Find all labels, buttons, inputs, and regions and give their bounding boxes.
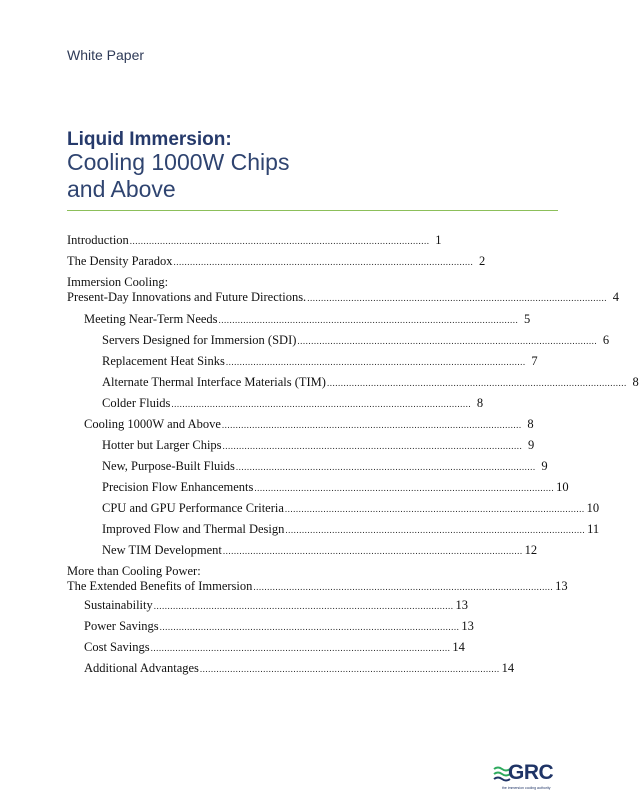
- subtitle-line: Cooling 1000W Chips: [67, 149, 290, 175]
- toc-leader-dots: .............................................................................................................: [285, 525, 586, 535]
- toc-entry[interactable]: [67, 233, 442, 249]
- toc-entry-label: The Extended Benefits of Immersion: [67, 579, 253, 593]
- toc-entry-label: Cooling 1000W and Above: [84, 417, 221, 431]
- toc-entry-label: New TIM Development: [102, 543, 222, 557]
- toc-entry[interactable]: [102, 480, 569, 496]
- toc-entry-label: Colder Fluids: [102, 396, 171, 410]
- toc-entry-label: Servers Designed for Immersion (SDI): [102, 333, 297, 347]
- toc-entry-page: 13: [455, 598, 468, 612]
- toc-entry-page: 8: [632, 375, 639, 389]
- document-type-label: White Paper: [67, 47, 145, 63]
- subtitle-line: and Above: [67, 176, 176, 202]
- toc-leader-dots: .............................................................................................................: [199, 664, 500, 674]
- toc-entry-label: Introduction: [67, 233, 129, 247]
- toc-entry-page: 13: [555, 579, 568, 593]
- toc-leader-dots: .............................................................................................................: [297, 336, 598, 346]
- toc-leader-dots: .............................................................................................................: [171, 399, 472, 409]
- toc-entry[interactable]: [67, 564, 568, 596]
- logo-text: GRC: [508, 761, 554, 784]
- toc-entry-page: 9: [541, 459, 548, 473]
- toc-entry-page: 10: [556, 480, 569, 494]
- toc-leader-dots: .............................................................................................................: [222, 441, 523, 451]
- toc-leader-dots: .............................................................................................................: [235, 462, 536, 472]
- toc-leader-dots: .............................................................................................................: [222, 546, 523, 556]
- toc-entry[interactable]: [84, 640, 465, 656]
- toc-entry-page: 7: [531, 354, 538, 368]
- toc-entry-label: Power Savings: [84, 619, 159, 633]
- toc-entry[interactable]: [84, 619, 474, 635]
- toc-entry-page: 5: [524, 312, 531, 326]
- toc-entry-page: 6: [602, 333, 610, 347]
- toc-entry[interactable]: [102, 438, 535, 454]
- toc-leader-dots: .............................................................................................................: [284, 504, 585, 514]
- subtitle-heading: [67, 149, 547, 203]
- toc-entry-page: 10: [586, 501, 600, 515]
- toc-entry-page: 8: [476, 396, 484, 410]
- grc-logo: [494, 760, 564, 794]
- toc-entry[interactable]: [102, 543, 538, 559]
- toc-entry-page: 13: [461, 619, 474, 633]
- toc-entry-label: Hotter but Larger Chips: [102, 438, 222, 452]
- toc-leader-dots: .............................................................................................................: [218, 315, 519, 325]
- toc-entry[interactable]: [102, 375, 639, 391]
- toc-entry[interactable]: [102, 396, 484, 412]
- toc-leader-dots: .............................................................................................................: [129, 236, 430, 246]
- toc-entry-page: 8: [527, 417, 534, 431]
- toc-entry[interactable]: [84, 312, 531, 328]
- toc-entry-label: Alternate Thermal Interface Materials (TIM): [102, 375, 326, 389]
- toc-leader-dots: .............................................................................................................: [153, 601, 454, 611]
- toc-entry-page: 12: [524, 543, 538, 557]
- toc-entry-page: 2: [479, 254, 486, 268]
- title-heading: Liquid Immersion:: [67, 129, 232, 150]
- toc-leader-dots: .............................................................................................................: [307, 293, 607, 303]
- toc-entry-page: 11: [587, 522, 600, 536]
- toc-entry-label: Present-Day Innovations and Future Directions.: [67, 290, 307, 304]
- logo-tagline: the immersion cooling authority: [502, 786, 551, 790]
- toc-entry-label: Precision Flow Enhancements: [102, 480, 254, 494]
- toc-entry[interactable]: [67, 275, 619, 307]
- toc-entry[interactable]: [102, 354, 538, 370]
- toc-entry-page: 1: [435, 233, 442, 247]
- toc-leader-dots: .............................................................................................................: [326, 378, 627, 388]
- toc-leader-dots: .............................................................................................................: [150, 643, 451, 653]
- toc-leader-dots: .............................................................................................................: [173, 257, 474, 267]
- toc-entry-label: The Density Paradox: [67, 254, 173, 268]
- toc-entry[interactable]: [102, 333, 610, 349]
- toc-leader-dots: .............................................................................................................: [253, 582, 554, 592]
- toc-entry-page: 14: [501, 661, 515, 675]
- toc-leader-dots: .............................................................................................................: [159, 622, 460, 632]
- toc-entry-label: Meeting Near-Term Needs: [84, 312, 218, 326]
- toc-entry-label: Sustainability: [84, 598, 153, 612]
- toc-entry-page: 4: [612, 290, 619, 304]
- toc-entry-label: Additional Advantages: [84, 661, 199, 675]
- toc-entry[interactable]: [102, 501, 600, 517]
- toc-entry-label-line: More than Cooling Power:: [67, 564, 201, 578]
- toc-entry-label-line: Immersion Cooling:: [67, 275, 169, 289]
- toc-entry[interactable]: [84, 598, 468, 614]
- toc-entry-label: Replacement Heat Sinks: [102, 354, 225, 368]
- toc-entry[interactable]: [67, 254, 486, 270]
- divider-rule: [67, 210, 558, 211]
- toc-entry-label: New, Purpose-Built Fluids: [102, 459, 235, 473]
- toc-entry-page: 14: [452, 640, 465, 654]
- toc-entry[interactable]: [102, 459, 548, 475]
- toc-entry-page: 9: [528, 438, 535, 452]
- toc-leader-dots: .............................................................................................................: [254, 483, 555, 493]
- toc-leader-dots: .............................................................................................................: [225, 357, 526, 367]
- toc-entry[interactable]: [84, 661, 515, 677]
- toc-entry[interactable]: [84, 417, 534, 433]
- toc-leader-dots: .............................................................................................................: [221, 420, 522, 430]
- toc-entry-label: Improved Flow and Thermal Design: [102, 522, 285, 536]
- toc-entry[interactable]: [102, 522, 600, 538]
- toc-entry-label: Cost Savings: [84, 640, 150, 654]
- toc-entry-label: CPU and GPU Performance Criteria: [102, 501, 284, 515]
